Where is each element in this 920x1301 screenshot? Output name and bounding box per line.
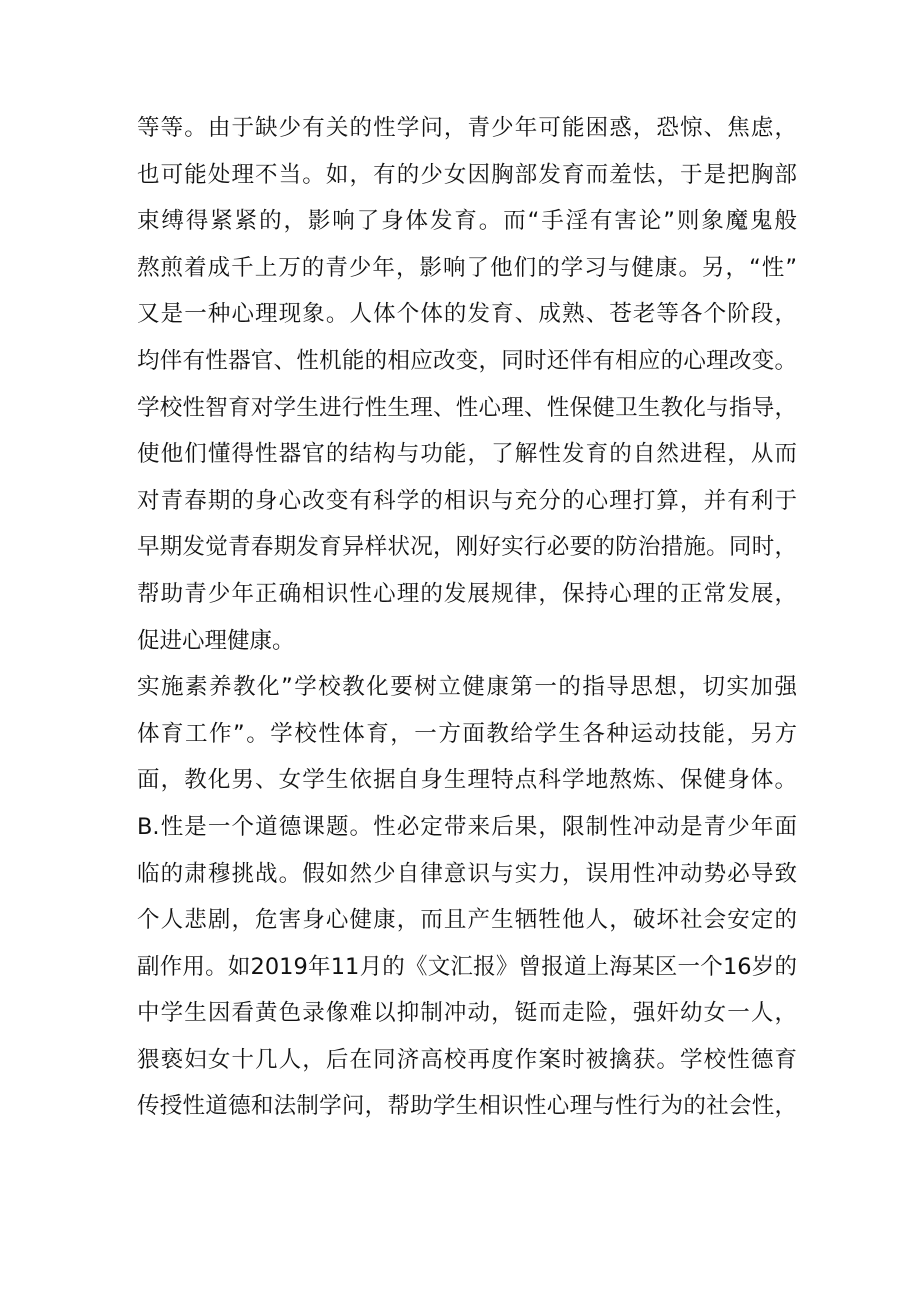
text-line: 也可能处理不当。如，有的少女因胸部发育而羞怯，于是把胸部 <box>137 161 797 188</box>
text-line: B.性是一个道德课题。性必定带来后果，限制性冲动是青少年面 <box>137 813 797 840</box>
text-line: 对青春期的身心改变有科学的相识与充分的心理打算，并有利于 <box>137 487 797 514</box>
text-line: 熬煎着成千上万的青少年，影响了他们的学习与健康。另，“性” <box>137 254 797 281</box>
text-line: 束缚得紧紧的，影响了身体发育。而“手淫有害论”则象魔鬼般 <box>137 208 797 235</box>
text-line: 传授性道德和法制学问，帮助学生相识性心理与性行为的社会性， <box>137 1093 797 1120</box>
text-line: 实施素养教化”学校教化要树立健康第一的指导思想，切实加强 <box>137 674 797 701</box>
text-line: 猥亵妇女十几人，后在同济高校再度作案时被擒获。学校性德育 <box>137 1046 797 1073</box>
text-line: 体育工作”。学校性体育，一方面教给学生各种运动技能，另方 <box>137 720 797 747</box>
text-line: 促进心理健康。 <box>137 627 295 654</box>
body-text <box>137 105 797 1130</box>
text-line: 个人悲剧，危害身心健康，而且产生牺牲他人，破坏社会安定的 <box>137 907 797 934</box>
text-line: 早期发觉青春期发育异样状况，刚好实行必要的防治措施。同时， <box>137 534 797 561</box>
text-line: 临的肃穆挑战。假如然少自律意识与实力，误用性冲动势必导致 <box>137 860 797 887</box>
text-line: 帮助青少年正确相识性心理的发展规律，保持心理的正常发展， <box>137 580 797 607</box>
text-line: 等等。由于缺少有关的性学问，青少年可能困惑，恐惊、焦虑， <box>137 115 797 141</box>
text-line: 均伴有性器官、性机能的相应改变，同时还伴有相应的心理改变。 <box>137 347 797 374</box>
text-line: 学校性智育对学生进行性生理、性心理、性保健卫生教化与指导， <box>137 394 797 421</box>
text-line: 使他们懂得性器官的结构与功能，了解性发育的自然进程，从而 <box>137 441 797 468</box>
text-line: 中学生因看黄色录像难以抑制冲动，铤而走险，强奸幼女一人， <box>137 1000 797 1027</box>
text-line: 副作用。如2019年11月的《文汇报》曾报道上海某区一个16岁的 <box>137 953 797 980</box>
text-line: 又是一种心理现象。人体个体的发育、成熟、苍老等各个阶段， <box>137 301 797 328</box>
text-line: 面，教化男、女学生依据自身生理特点科学地熬炼、保健身体。 <box>137 767 797 794</box>
